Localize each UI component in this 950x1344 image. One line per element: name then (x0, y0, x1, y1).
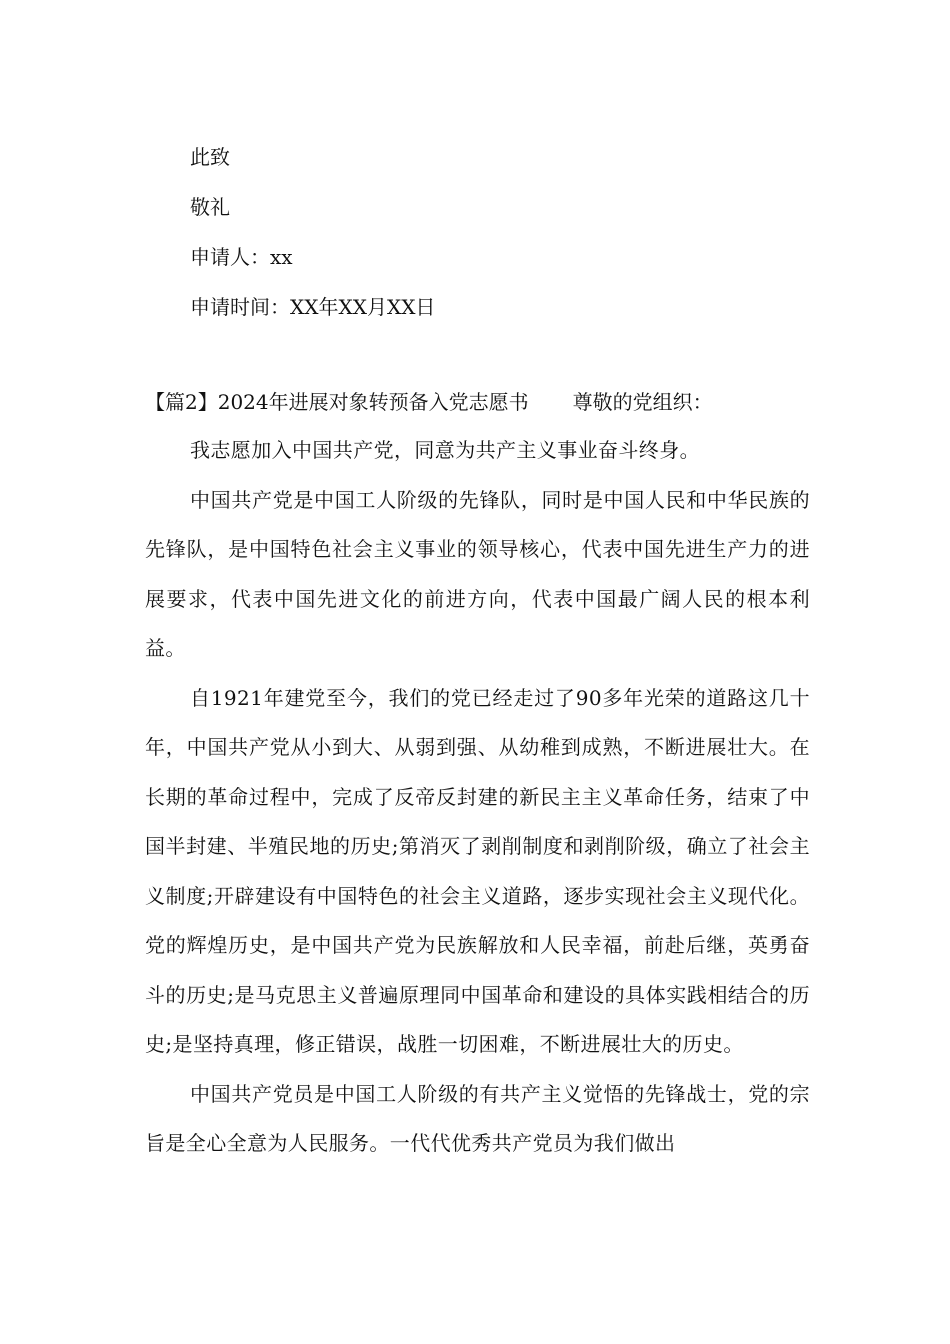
closing-salutation: 此致 (190, 145, 230, 169)
section-title: 【篇2】2024年进展对象转预备入党志愿书 (145, 390, 529, 414)
body-paragraph: 我志愿加入中国共产党，同意为共产主义事业奋斗终身。 (190, 438, 700, 462)
body-paragraph: 自1921年建党至今，我们的党已经走过了90多年光荣的道路这几十年，中国共产党从小到大、从弱到强、从幼稚到成熟，不断进展壮大。在长期的革命过程中，完成了反帝反封建的新民主主义革命任务，结束了中国半封建、半殖民地的历史;第消灭了剥削制度和剥削阶级，确立了社会主义制度;开辟建设有中国特色的社会主义道路，逐步实现社会主义现代化。党的辉煌历史，是中国共产党为民族解放和人民幸福，前赴后继，英勇奋斗的历史;是马克思主义普遍原理同中国革命和建设的具体实践相结合的历史;是坚持真理，修正错误，战胜一切困难，不断进展壮大的历史。 (145, 685, 810, 1056)
section-salutation: 尊敬的党组织： (572, 390, 713, 414)
closing-regards: 敬礼 (190, 195, 230, 219)
body-paragraph: 中国共产党员是中国工人阶级的有共产主义觉悟的先锋战士，党的宗旨是全心全意为人民服务。一代代优秀共产党员为我们做出 (145, 1081, 810, 1155)
application-date-line: 申请时间：XX年XX月XX日 (190, 295, 436, 319)
body-paragraph: 中国共产党是中国工人阶级的先锋队，同时是中国人民和中华民族的先锋队，是中国特色社会主义事业的领导核心，代表中国先进生产力的进展要求，代表中国先进文化的前进方向，代表中国最广阔人民的根本利益。 (145, 487, 810, 660)
applicant-line: 申请人：xx (190, 245, 293, 269)
letter-closing (190, 132, 830, 332)
section-2 (145, 378, 810, 1169)
section-heading (145, 378, 810, 426)
